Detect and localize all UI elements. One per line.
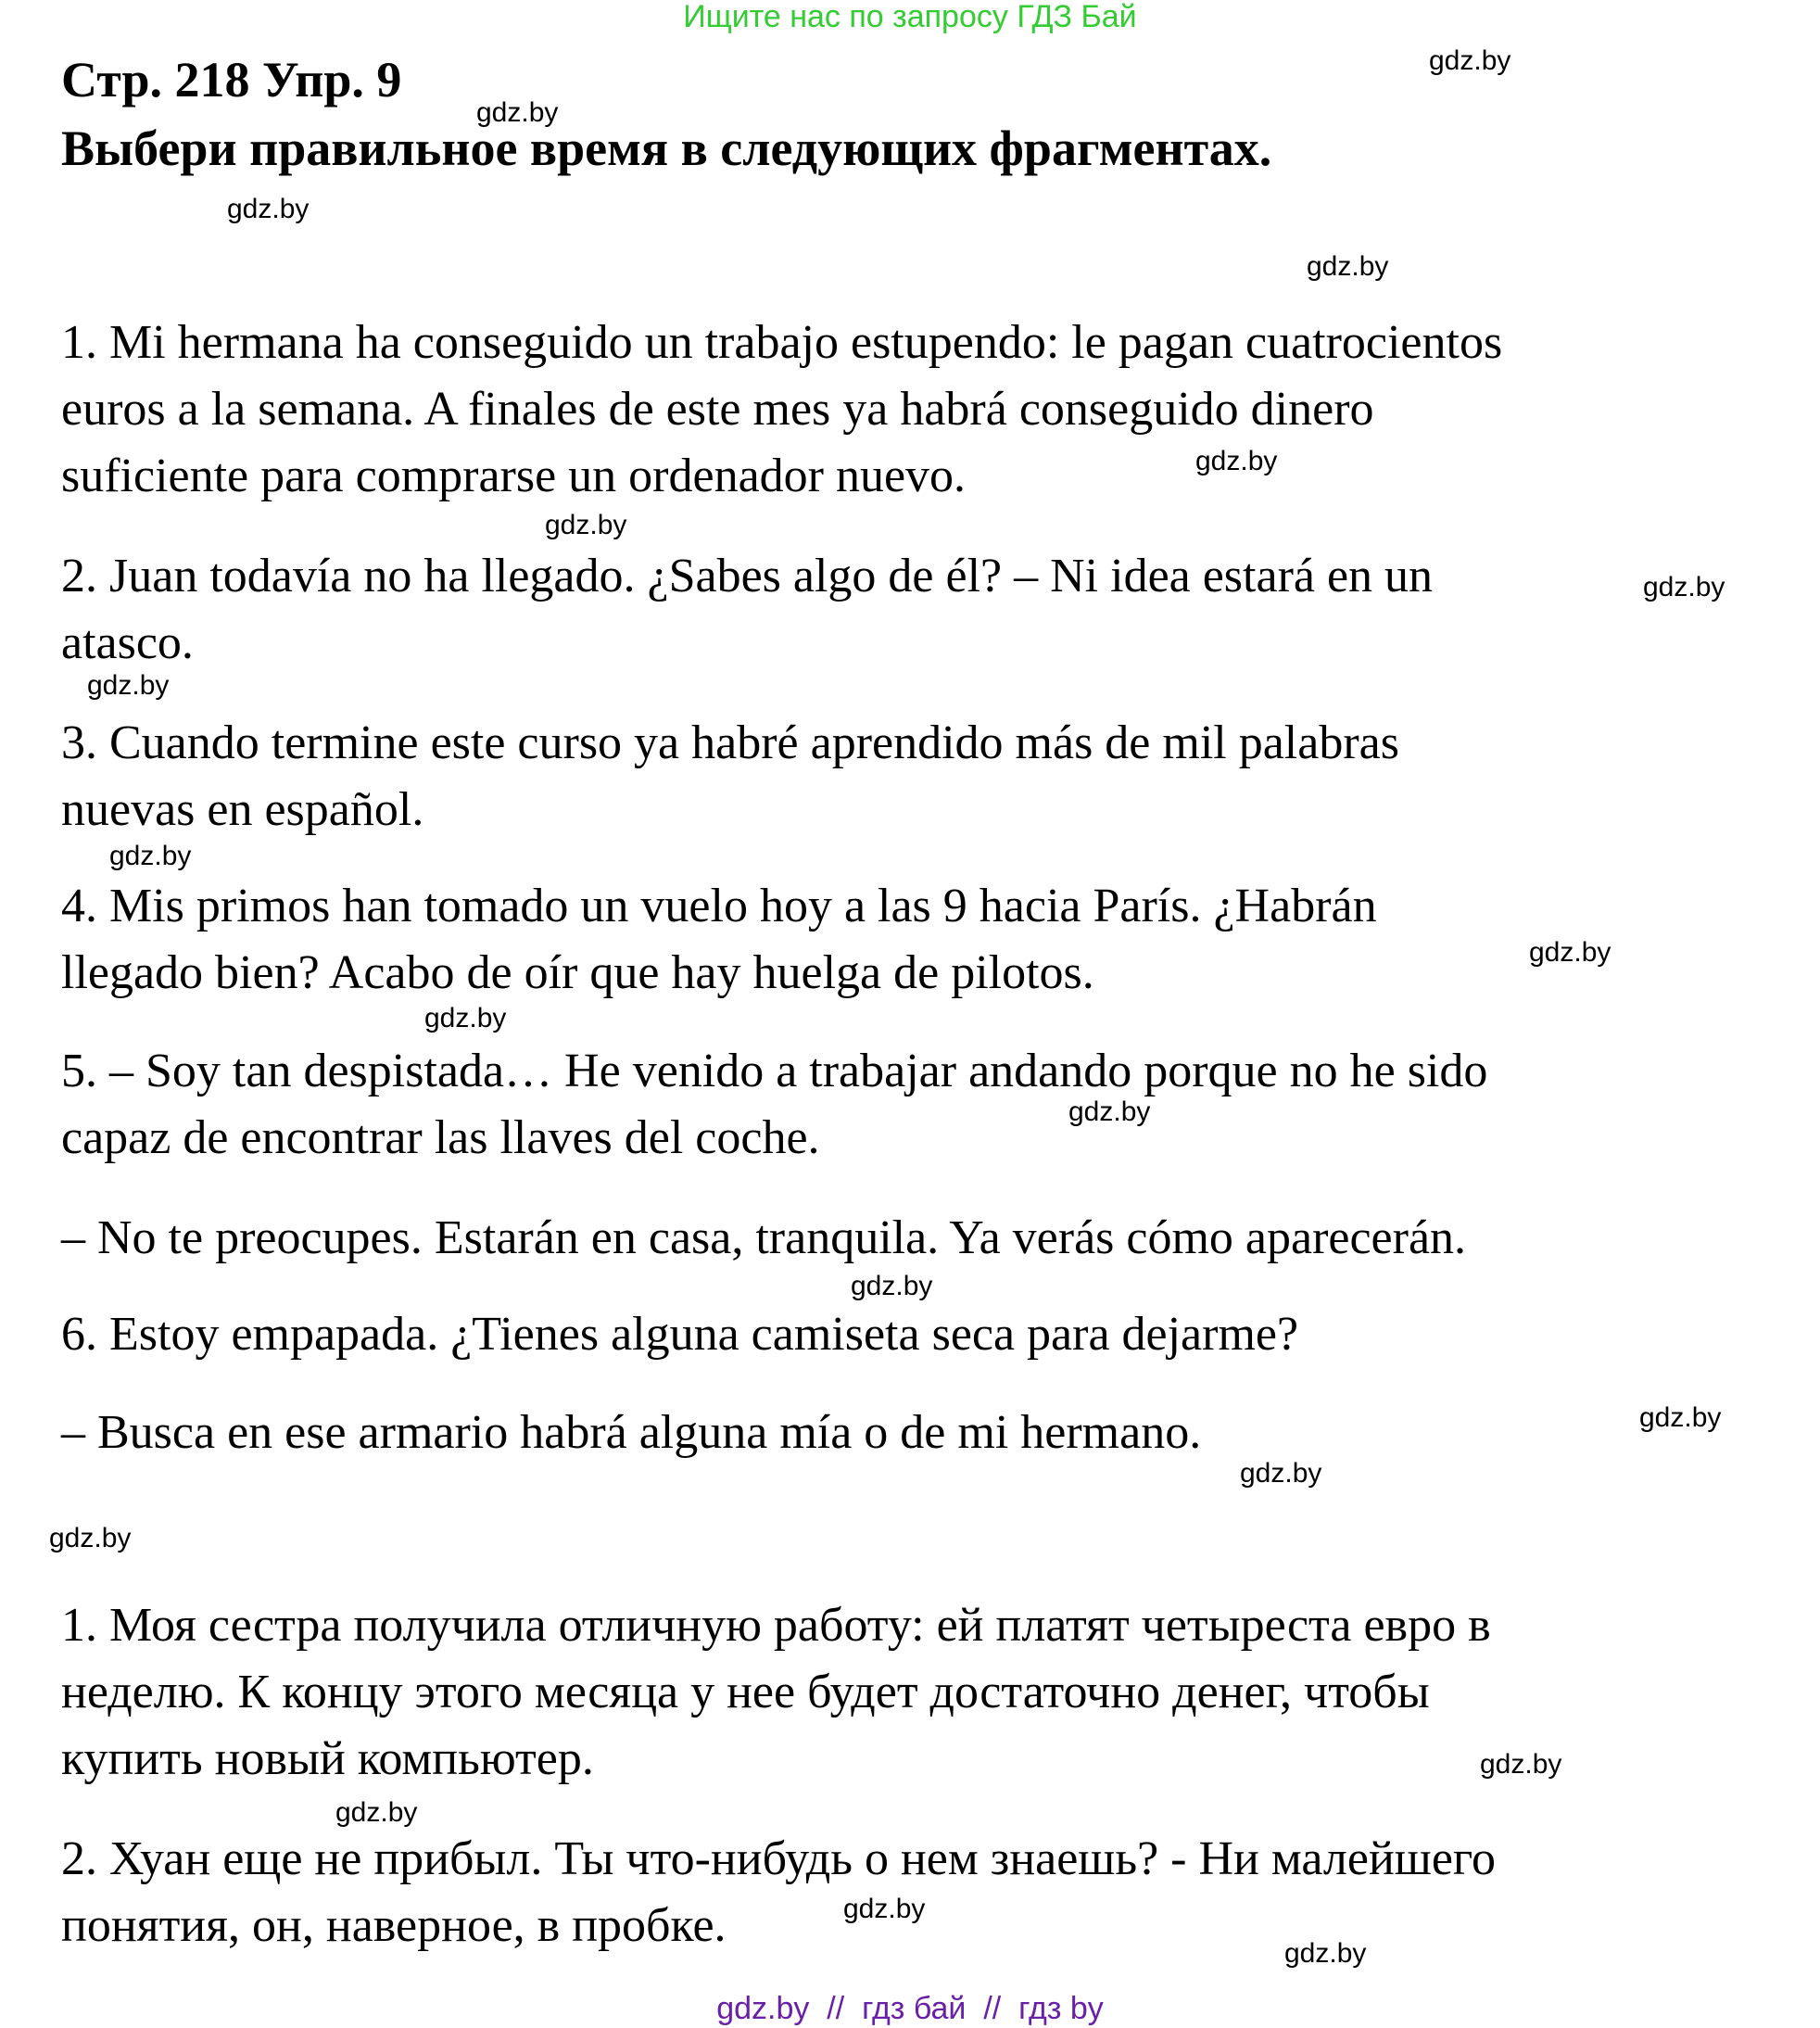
- text-line: 5. – Soy tan despistada… He venido a trabajar andando porque no he sido: [61, 1045, 1488, 1097]
- watermark: gdz.by: [843, 1894, 926, 1924]
- spanish-item-1: [61, 310, 1502, 510]
- watermark: gdz.by: [1284, 1938, 1367, 1969]
- text-line: – Busca en ese armario habrá alguna mía o de mi hermano.: [61, 1406, 1202, 1459]
- text-line: 4. Mis primos han tomado un vuelo hoy a las 9 hacia París. ¿Habrán: [61, 880, 1377, 932]
- watermark: gdz.by: [49, 1523, 132, 1553]
- spanish-item-5: [61, 1038, 1487, 1172]
- text-line: llegado bien? Acabo de oír que hay huelga de pilotos.: [61, 946, 1094, 999]
- spanish-item-4: [61, 873, 1377, 1007]
- text-line: – No te preocupes. Estarán en casa, tranquila. Ya verás cómo aparecerán.: [61, 1211, 1467, 1264]
- watermark: gdz.by: [851, 1271, 933, 1301]
- spanish-item-6: [61, 1301, 1298, 1368]
- text-line: 1. Моя сестра получила отличную работу: ей платят четыреста евро в: [61, 1599, 1491, 1652]
- watermark: gdz.by: [1307, 251, 1389, 282]
- text-line: suficiente para comprarse un ordenador nuevo.: [61, 450, 967, 502]
- text-line: 2. Juan todavía no ha llegado. ¿Sabes algo de él? – Ni idea estará en un: [61, 550, 1434, 602]
- text-line: nuevas en español.: [61, 783, 424, 836]
- text-line: euros a la semana. A finales de este mes ya habrá conseguido dinero: [61, 383, 1374, 436]
- text-line: 3. Cuando termine este curso ya habré aprendido más de mil palabras: [61, 716, 1399, 769]
- text-line: понятия, он, наверное, в пробке.: [61, 1899, 727, 1952]
- watermark: gdz.by: [424, 1003, 507, 1033]
- spanish-item-3: [61, 710, 1399, 843]
- text-line: неделю. К концу этого месяца у нее будет достаточно денег, чтобы: [61, 1666, 1430, 1718]
- instruction-heading: Выбери правильное время в следующих фрагментах.: [61, 120, 1272, 176]
- russian-item-1: [61, 1592, 1491, 1793]
- watermark: gdz.by: [109, 841, 192, 871]
- watermark: gdz.by: [227, 194, 310, 224]
- spanish-item-6-reply: [61, 1400, 1201, 1466]
- watermark: gdz.by: [1240, 1458, 1322, 1489]
- watermark: gdz.by: [1068, 1096, 1151, 1127]
- text-line: 1. Mi hermana ha conseguido un trabajo estupendo: le pagan cuatrocientos: [61, 316, 1503, 369]
- watermark: gdz.by: [1195, 446, 1278, 476]
- russian-item-2: [61, 1826, 1496, 1959]
- watermark: gdz.by: [335, 1797, 418, 1828]
- watermark: gdz.by: [1529, 937, 1611, 968]
- watermark: gdz.by: [1639, 1402, 1722, 1433]
- spanish-item-2: [61, 543, 1433, 677]
- footer-links: gdz.by // гдз бай // гдз by: [716, 1991, 1104, 2026]
- watermark: gdz.by: [87, 670, 170, 701]
- watermark: gdz.by: [545, 510, 627, 540]
- text-line: 2. Хуан еще не прибыл. Ты что-нибудь о нем знаешь? - Ни малейшего: [61, 1832, 1496, 1885]
- page-reference-heading: Стр. 218 Упр. 9: [61, 52, 402, 108]
- spanish-item-5-reply: [61, 1205, 1466, 1272]
- watermark: gdz.by: [476, 97, 559, 128]
- text-line: 6. Estoy empapada. ¿Tienes alguna camiseta seca para dejarme?: [61, 1308, 1299, 1361]
- text-line: capaz de encontrar las llaves del coche.: [61, 1111, 820, 1164]
- search-banner: Ищите нас по запросу ГДЗ Бай: [683, 0, 1137, 34]
- text-line: atasco.: [61, 616, 194, 669]
- watermark: gdz.by: [1643, 572, 1725, 602]
- watermark: gdz.by: [1480, 1749, 1562, 1780]
- watermark: gdz.by: [1429, 45, 1511, 76]
- text-line: купить новый компьютер.: [61, 1732, 594, 1785]
